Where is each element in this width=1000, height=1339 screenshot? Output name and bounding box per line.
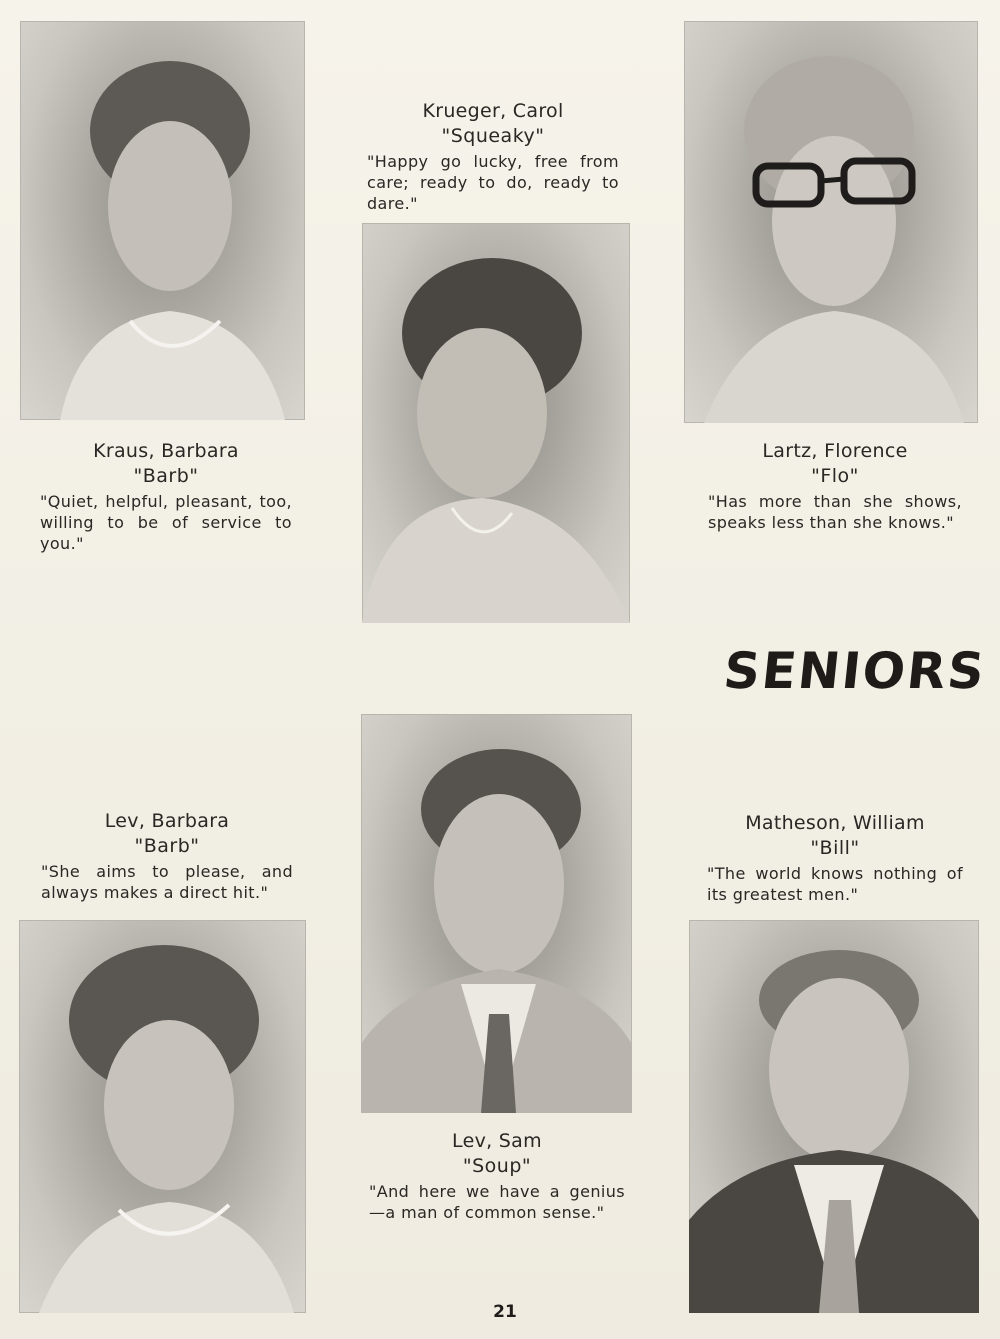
student-quote: "Has more than she shows, speaks less than she knows." (708, 492, 962, 532)
page-number: 21 (493, 1302, 517, 1322)
student-quote: "And here we have a genius —a man of common sense." (369, 1182, 625, 1222)
portrait-photo-lev-barbara (19, 920, 306, 1313)
student-name: Lartz, Florence (762, 440, 908, 462)
student-nickname: "Barb" (133, 465, 199, 487)
student-caption-kraus-barbara (40, 439, 292, 554)
student-nickname: "Flo" (811, 465, 859, 487)
portrait-photo-lev-sam (361, 714, 632, 1113)
student-quote: "Happy go lucky, free from care; ready to do, ready to dare." (367, 152, 619, 213)
portrait-silhouette (684, 21, 978, 423)
portrait-photo-matheson-william (689, 920, 979, 1313)
student-quote: "The world knows nothing of its greatest men." (707, 864, 963, 904)
student-caption-lartz-florence (708, 439, 962, 533)
portrait-silhouette (689, 920, 979, 1313)
portrait-silhouette (361, 714, 632, 1113)
student-name: Lev, Barbara (104, 810, 230, 832)
section-heading: SENIORS (720, 642, 989, 700)
student-name: Kraus, Barbara (93, 440, 239, 462)
student-name: Lev, Sam (452, 1130, 542, 1152)
student-nickname: "Squeaky" (441, 125, 545, 147)
portrait-photo-lartz-florence (684, 21, 978, 423)
student-nickname: "Soup" (462, 1155, 532, 1177)
student-caption-krueger-carol (367, 99, 619, 214)
student-caption-lev-sam (369, 1129, 625, 1223)
student-caption-matheson-william (707, 811, 963, 905)
student-quote: "Quiet, helpful, pleasant, too, willing to be of service to you." (40, 492, 292, 553)
student-quote: "She aims to please, and always makes a direct hit." (41, 862, 293, 902)
student-name: Matheson, William (745, 812, 925, 834)
student-nickname: "Bill" (810, 837, 860, 859)
portrait-photo-krueger-carol (362, 223, 630, 623)
portrait-silhouette (19, 920, 306, 1313)
portrait-silhouette (20, 21, 305, 420)
student-caption-lev-barbara (41, 809, 293, 903)
student-name: Krueger, Carol (422, 100, 564, 122)
portrait-silhouette (362, 223, 630, 623)
student-nickname: "Barb" (134, 835, 200, 857)
portrait-photo-kraus-barbara (20, 21, 305, 420)
